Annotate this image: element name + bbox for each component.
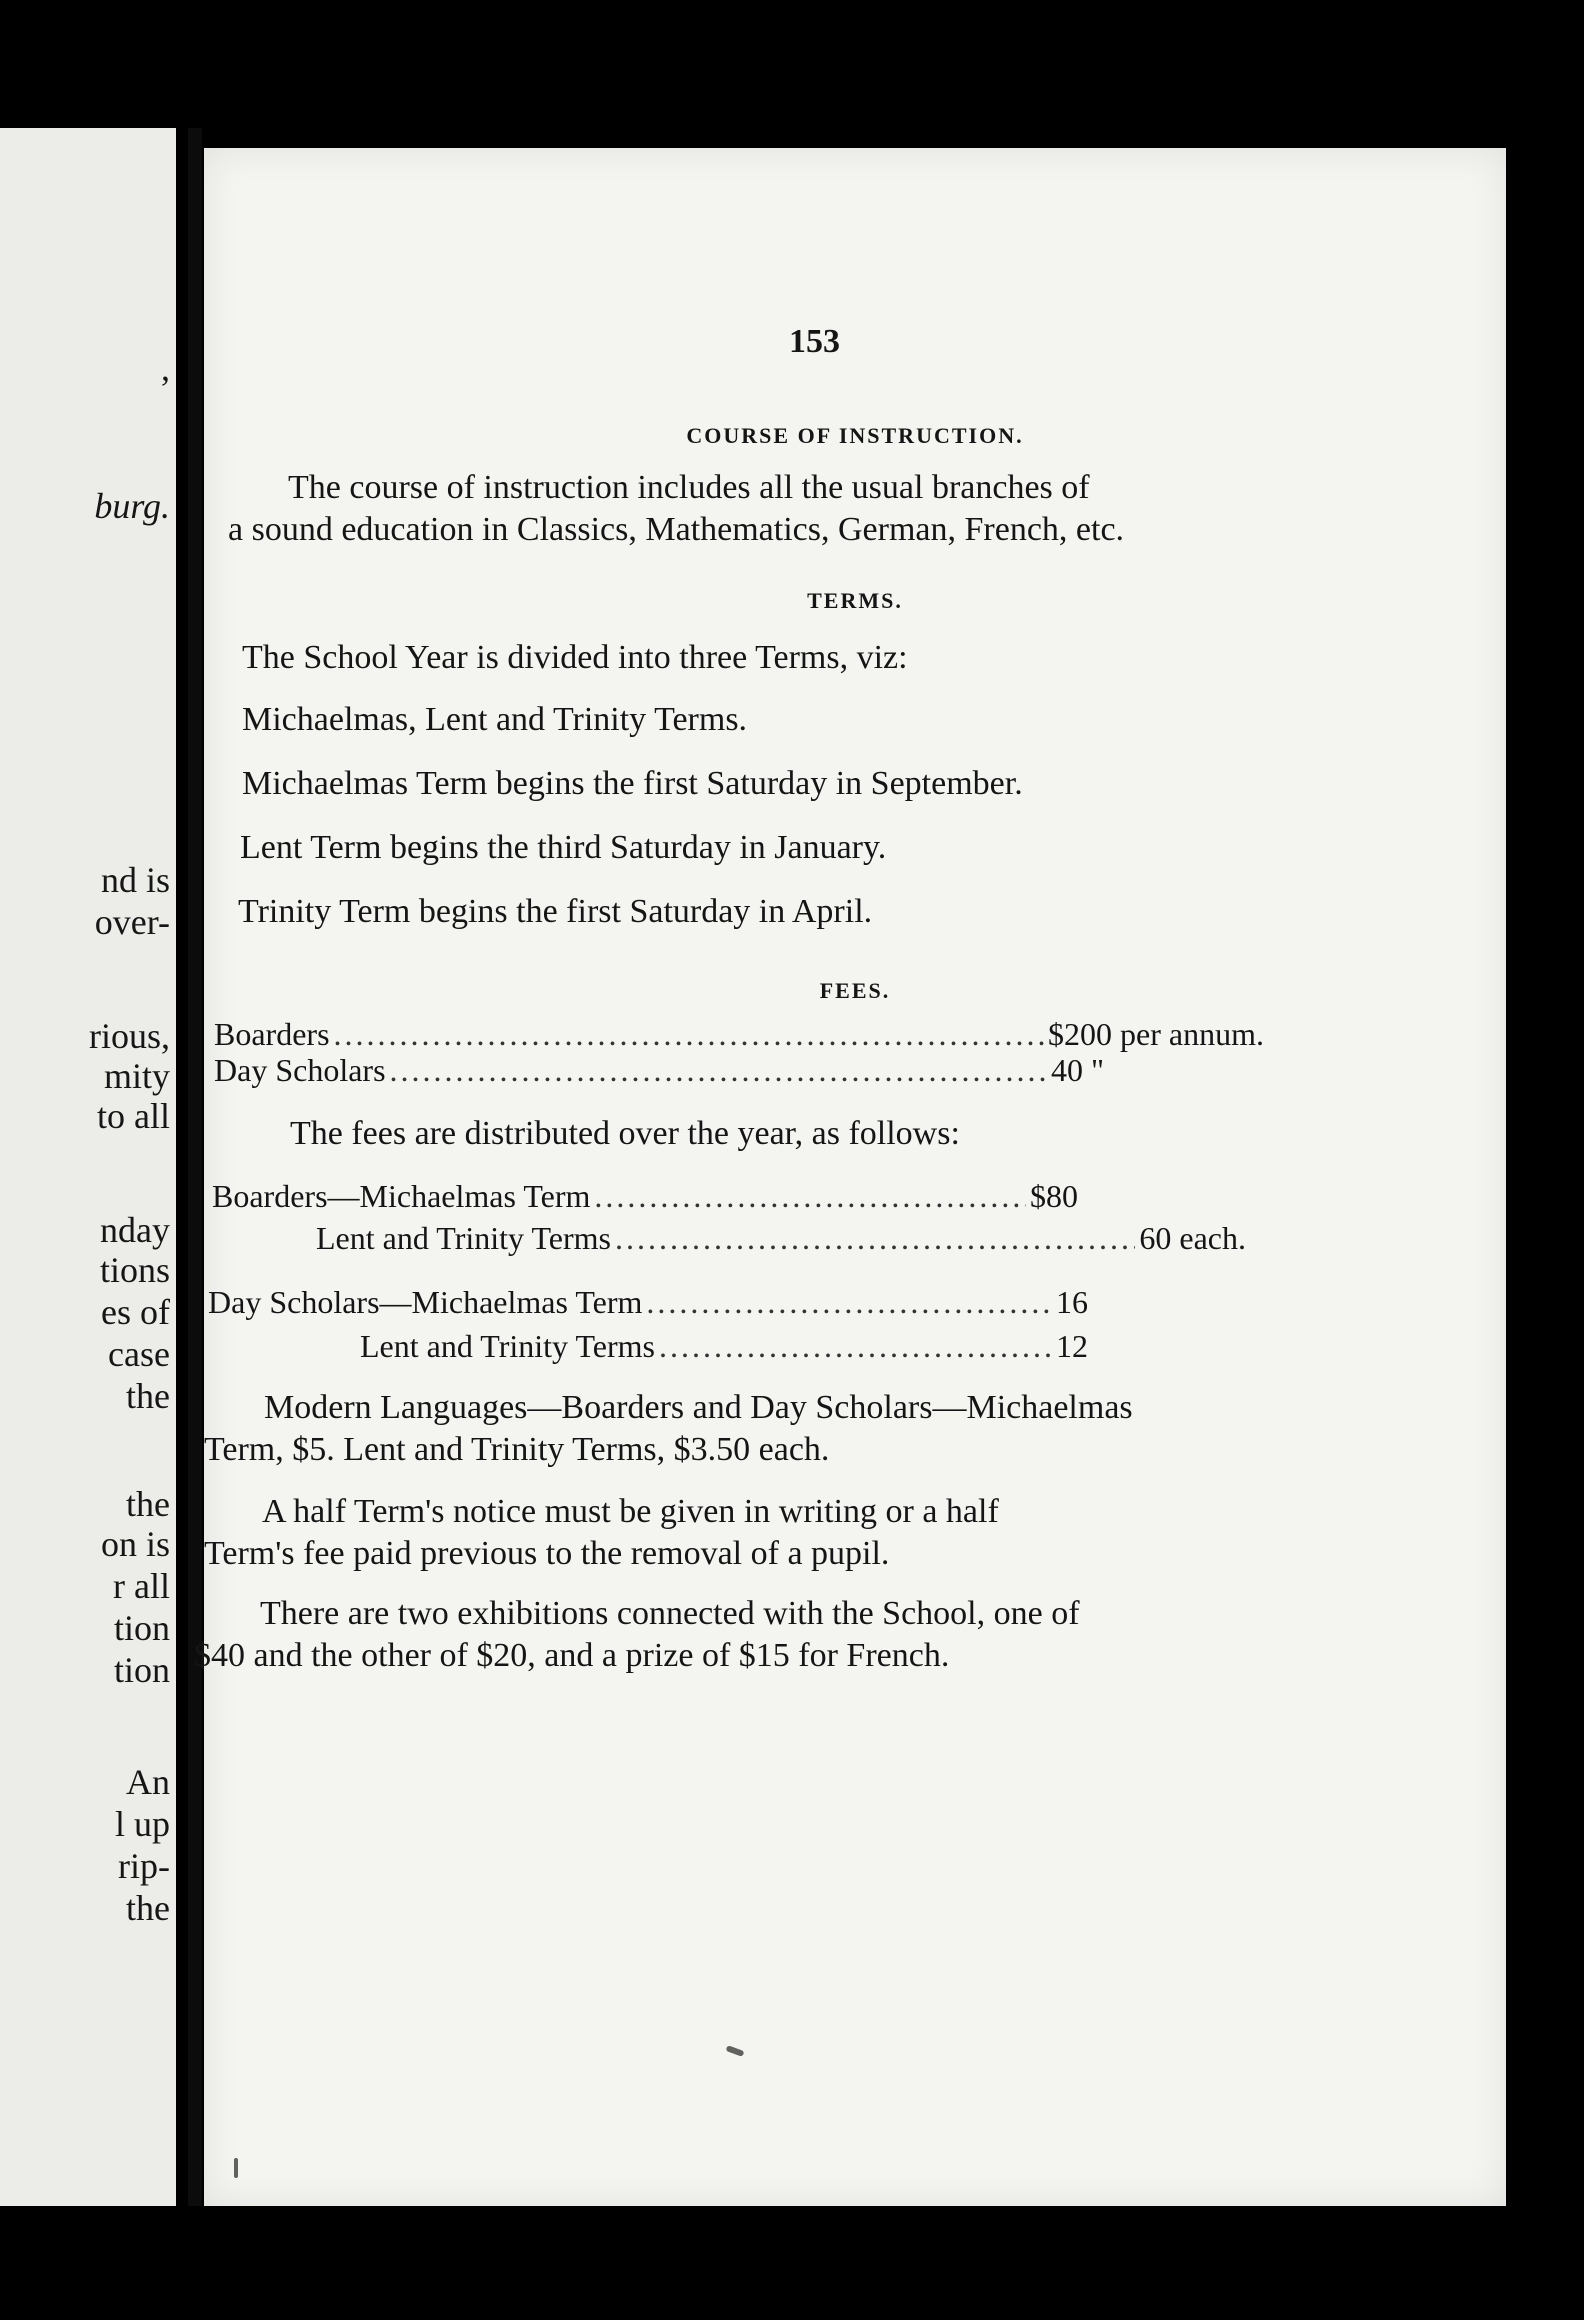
fee-label: Boarders <box>214 1016 330 1052</box>
notice-line-2: Term's fee paid previous to the removal of a pupil. <box>204 1535 890 1572</box>
dist-value: 12 <box>1056 1328 1088 1364</box>
fragment-line: tions <box>99 1250 170 1290</box>
fragment-line: rip- <box>118 1846 170 1886</box>
terms-line: Michaelmas, Lent and Trinity Terms. <box>242 701 748 738</box>
exhibitions-text: There are two exhibitions connected with the School, one of <box>260 1595 1080 1632</box>
ink-smudge <box>726 2045 745 2057</box>
exhibitions-line-2: $40 and the other of $20, and a prize of $15 for French. <box>194 1637 950 1674</box>
fragment-line: tion <box>113 1608 170 1648</box>
fee-value: 40 " <box>1050 1052 1104 1088</box>
fragment-line: nd is <box>100 860 170 900</box>
fragment-line: case <box>108 1334 170 1374</box>
fee-value: $200 per annum. <box>1048 1016 1264 1052</box>
fee-row-day-scholars <box>214 1052 1104 1088</box>
course-heading: COURSE OF INSTRUCTION. <box>686 423 1024 448</box>
dist-label: Lent and Trinity Terms <box>360 1328 655 1364</box>
fragment-line: on is <box>100 1524 170 1564</box>
fragment-line: rious, <box>89 1016 170 1056</box>
leader-dots <box>659 1328 1052 1364</box>
exhibitions-line-1 <box>224 1594 1080 1634</box>
fees-heading: FEES. <box>819 978 891 1003</box>
notice-line-1 <box>226 1492 999 1532</box>
fragment-line: the <box>126 1484 170 1524</box>
fees-distribution-intro: The fees are distributed over the year, as follows: <box>290 1115 960 1152</box>
leader-dots <box>334 1016 1045 1052</box>
terms-heading: TERMS. <box>807 588 903 613</box>
dist-row <box>212 1178 1078 1214</box>
previous-page-fragment <box>0 128 176 2206</box>
languages-line-2: Term, $5. Lent and Trinity Terms, $3.50 each. <box>204 1431 830 1468</box>
notice-text: A half Term's notice must be given in writing or a half <box>262 1493 999 1530</box>
terms-line: Trinity Term begins the first Saturday in April. <box>238 893 873 930</box>
fragment-line: the <box>126 1888 170 1928</box>
dist-label: Lent and Trinity Terms <box>316 1220 611 1256</box>
fragment-line: es of <box>101 1292 170 1332</box>
ink-mark <box>234 2158 238 2178</box>
languages-text: Modern Languages—Boarders and Day Scholars—Michaelmas <box>264 1389 1133 1426</box>
course-text-line-1 <box>252 468 1090 508</box>
dist-row <box>316 1220 1246 1256</box>
leader-dots <box>615 1220 1135 1256</box>
fee-row-boarders <box>214 1016 1264 1052</box>
fragment-line: r all <box>113 1566 170 1606</box>
course-text: The course of instruction includes all the usual branches of <box>288 469 1090 506</box>
fragment-line: tion <box>113 1650 170 1690</box>
fragment-line: over- <box>94 902 170 942</box>
fragment-line: nday <box>100 1210 170 1250</box>
fragment-line: mity <box>103 1056 170 1096</box>
leader-dots <box>646 1284 1052 1320</box>
dist-row <box>360 1328 1088 1364</box>
fee-label: Day Scholars <box>214 1052 386 1088</box>
course-text-line-2: a sound education in Classics, Mathematics, German, French, etc. <box>228 511 1125 548</box>
book-binding <box>188 128 202 2206</box>
languages-line-1 <box>228 1388 1133 1428</box>
dist-value: $80 <box>1030 1178 1078 1214</box>
dist-label: Boarders—Michaelmas Term <box>212 1178 591 1214</box>
fragment-line: l up <box>114 1804 170 1844</box>
fragment-line: burg. <box>94 486 170 526</box>
dist-row <box>208 1284 1088 1320</box>
dist-value: 16 <box>1056 1284 1088 1320</box>
fragment-line: , <box>161 348 170 388</box>
terms-line: The School Year is divided into three Terms, viz: <box>242 639 908 676</box>
fragment-line: to all <box>97 1096 170 1136</box>
dist-label: Day Scholars—Michaelmas Term <box>208 1284 643 1320</box>
terms-line: Lent Term begins the third Saturday in January. <box>240 829 887 866</box>
terms-line: Michaelmas Term begins the first Saturday in September. <box>242 765 1023 802</box>
fragment-line: An <box>126 1762 170 1802</box>
dist-value: 60 each. <box>1139 1220 1246 1256</box>
page-153 <box>194 148 1506 2206</box>
leader-dots <box>390 1052 1047 1088</box>
leader-dots <box>594 1178 1026 1214</box>
fragment-line: the <box>126 1376 170 1416</box>
page-number: 153 <box>789 323 840 360</box>
